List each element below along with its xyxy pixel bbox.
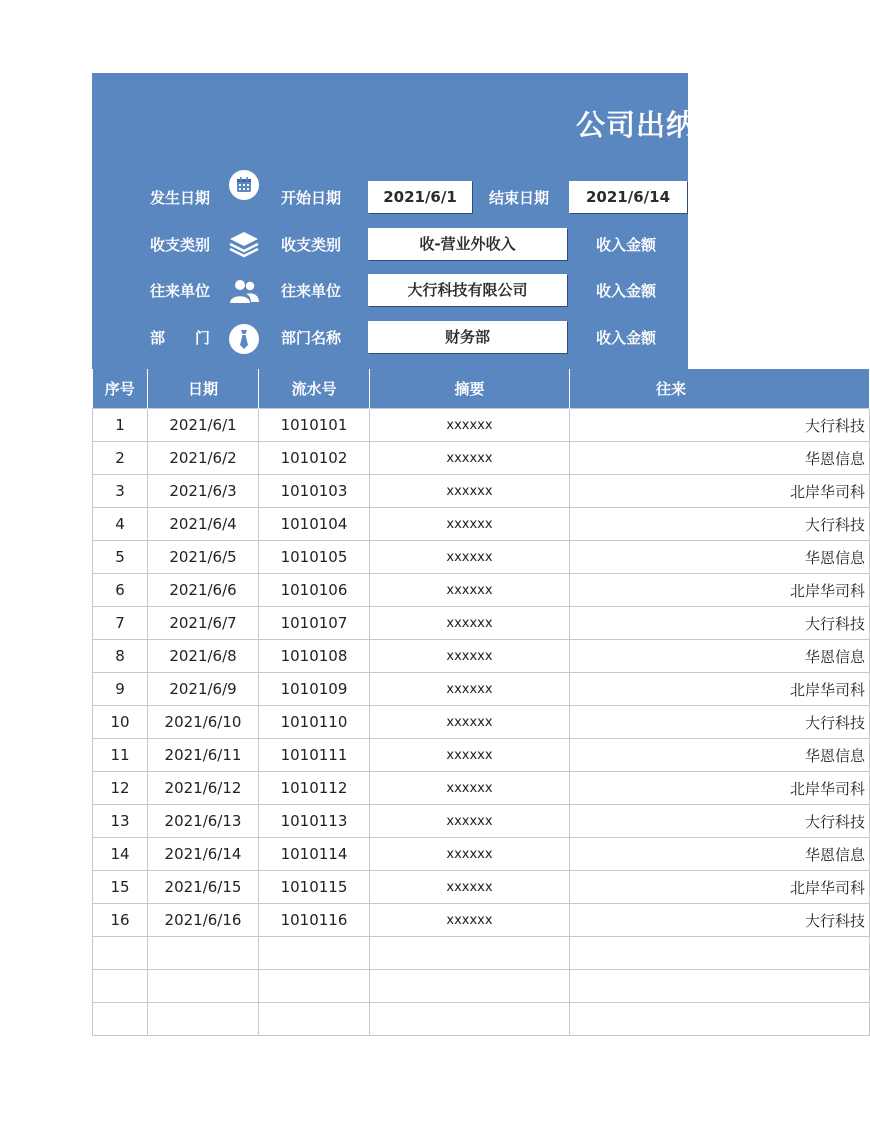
people-icon bbox=[229, 276, 259, 306]
cell-date[interactable]: 2021/6/4 bbox=[148, 508, 259, 541]
cell-serial[interactable]: 1010105 bbox=[259, 541, 370, 574]
cell-partner[interactable]: 华恩信息 bbox=[570, 838, 870, 871]
cell-serial[interactable] bbox=[259, 970, 370, 1003]
cell-serial[interactable]: 1010110 bbox=[259, 706, 370, 739]
cell-index[interactable]: 7 bbox=[93, 607, 148, 640]
cell-serial[interactable] bbox=[259, 1003, 370, 1036]
table-row[interactable] bbox=[93, 904, 870, 937]
cell-summary[interactable]: xxxxxx bbox=[370, 805, 570, 838]
cell-partner[interactable]: 大行科技 bbox=[570, 706, 870, 739]
cell-index[interactable]: 10 bbox=[93, 706, 148, 739]
cell-serial[interactable]: 1010101 bbox=[259, 409, 370, 442]
cell-index[interactable]: 16 bbox=[93, 904, 148, 937]
cell-index[interactable]: 6 bbox=[93, 574, 148, 607]
header-summary: 摘要 bbox=[370, 369, 570, 409]
cell-summary[interactable]: xxxxxx bbox=[370, 640, 570, 673]
cell-date[interactable]: 2021/6/16 bbox=[148, 904, 259, 937]
cell-partner[interactable]: 北岸华司科 bbox=[570, 574, 870, 607]
table-row[interactable] bbox=[93, 574, 870, 607]
occurrence-date-label: 发生日期 bbox=[150, 189, 211, 207]
table-row[interactable] bbox=[93, 475, 870, 508]
cell-partner[interactable]: 北岸华司科 bbox=[570, 673, 870, 706]
cell-index[interactable]: 5 bbox=[93, 541, 148, 574]
cell-summary[interactable]: xxxxxx bbox=[370, 508, 570, 541]
income-amount-label-2: 收入金额 bbox=[596, 282, 657, 300]
table-header-row bbox=[93, 369, 870, 409]
cell-date[interactable]: 2021/6/10 bbox=[148, 706, 259, 739]
cell-partner[interactable]: 华恩信息 bbox=[570, 640, 870, 673]
cell-summary[interactable] bbox=[370, 937, 570, 970]
table-row[interactable] bbox=[93, 607, 870, 640]
calendar-icon bbox=[229, 170, 259, 200]
cell-index[interactable]: 2 bbox=[93, 442, 148, 475]
table-row[interactable] bbox=[93, 640, 870, 673]
cell-date[interactable] bbox=[148, 1003, 259, 1036]
cell-index[interactable]: 9 bbox=[93, 673, 148, 706]
cell-serial[interactable]: 1010104 bbox=[259, 508, 370, 541]
header-partner: 往来 bbox=[570, 369, 870, 409]
cell-partner[interactable]: 大行科技 bbox=[570, 904, 870, 937]
cell-summary[interactable]: xxxxxx bbox=[370, 904, 570, 937]
cell-date[interactable]: 2021/6/7 bbox=[148, 607, 259, 640]
table-row[interactable] bbox=[93, 970, 870, 1003]
cell-summary[interactable]: xxxxxx bbox=[370, 607, 570, 640]
header-panel bbox=[92, 73, 697, 369]
cell-index[interactable]: 4 bbox=[93, 508, 148, 541]
cell-partner[interactable]: 大行科技 bbox=[570, 805, 870, 838]
cell-partner[interactable] bbox=[570, 937, 870, 970]
table-row[interactable] bbox=[93, 739, 870, 772]
cell-summary[interactable]: xxxxxx bbox=[370, 673, 570, 706]
cell-serial[interactable]: 1010115 bbox=[259, 871, 370, 904]
cell-partner[interactable]: 大行科技 bbox=[570, 409, 870, 442]
category-field-label: 收支类别 bbox=[281, 236, 342, 254]
cell-summary[interactable]: xxxxxx bbox=[370, 706, 570, 739]
department-label: 部 门 bbox=[150, 329, 211, 347]
cell-partner[interactable]: 北岸华司科 bbox=[570, 772, 870, 805]
cell-date[interactable] bbox=[148, 970, 259, 1003]
cell-serial[interactable]: 1010112 bbox=[259, 772, 370, 805]
table-body bbox=[93, 409, 870, 1036]
cell-serial[interactable]: 1010103 bbox=[259, 475, 370, 508]
start-date-label: 开始日期 bbox=[281, 189, 342, 207]
table-row[interactable] bbox=[93, 409, 870, 442]
cell-serial[interactable]: 1010116 bbox=[259, 904, 370, 937]
cell-date[interactable]: 2021/6/1 bbox=[148, 409, 259, 442]
income-amount-label-1: 收入金额 bbox=[596, 236, 657, 254]
cell-date[interactable]: 2021/6/3 bbox=[148, 475, 259, 508]
table-row[interactable] bbox=[93, 937, 870, 970]
cell-partner[interactable] bbox=[570, 970, 870, 1003]
table-row[interactable] bbox=[93, 673, 870, 706]
cell-serial[interactable]: 1010109 bbox=[259, 673, 370, 706]
cell-date[interactable] bbox=[148, 937, 259, 970]
cell-date[interactable]: 2021/6/8 bbox=[148, 640, 259, 673]
end-date-field[interactable]: 2021/6/14 bbox=[569, 181, 687, 213]
table-row[interactable] bbox=[93, 805, 870, 838]
partner-field[interactable]: 大行科技有限公司 bbox=[368, 274, 567, 306]
header-serial: 流水号 bbox=[259, 369, 370, 409]
table-row[interactable] bbox=[93, 1003, 870, 1036]
category-field[interactable]: 收-营业外收入 bbox=[368, 228, 567, 260]
table-row[interactable] bbox=[93, 706, 870, 739]
income-amount-label-3: 收入金额 bbox=[596, 329, 657, 347]
cell-index[interactable]: 8 bbox=[93, 640, 148, 673]
cell-index[interactable] bbox=[93, 937, 148, 970]
header-index: 序号 bbox=[93, 369, 148, 409]
department-field[interactable]: 财务部 bbox=[368, 321, 567, 353]
table-row[interactable] bbox=[93, 871, 870, 904]
cell-date[interactable]: 2021/6/12 bbox=[148, 772, 259, 805]
cell-index[interactable] bbox=[93, 970, 148, 1003]
cell-summary[interactable]: xxxxxx bbox=[370, 409, 570, 442]
end-date-label: 结束日期 bbox=[489, 189, 550, 207]
transactions-table bbox=[92, 369, 870, 1036]
start-date-field[interactable]: 2021/6/1 bbox=[368, 181, 472, 213]
cell-partner[interactable]: 北岸华司科 bbox=[570, 475, 870, 508]
cell-summary[interactable]: xxxxxx bbox=[370, 871, 570, 904]
cell-serial[interactable]: 1010108 bbox=[259, 640, 370, 673]
cell-partner[interactable] bbox=[570, 1003, 870, 1036]
cell-summary[interactable]: xxxxxx bbox=[370, 739, 570, 772]
cell-serial[interactable]: 1010107 bbox=[259, 607, 370, 640]
partner-label: 往来单位 bbox=[150, 282, 211, 300]
cell-serial[interactable]: 1010111 bbox=[259, 739, 370, 772]
tie-icon bbox=[229, 324, 259, 354]
cell-summary[interactable]: xxxxxx bbox=[370, 475, 570, 508]
cell-summary[interactable]: xxxxxx bbox=[370, 838, 570, 871]
cell-summary[interactable]: xxxxxx bbox=[370, 442, 570, 475]
cell-date[interactable]: 2021/6/15 bbox=[148, 871, 259, 904]
page-title: 公司出纳 bbox=[576, 108, 697, 142]
cell-index[interactable] bbox=[93, 1003, 148, 1036]
cell-summary[interactable]: xxxxxx bbox=[370, 772, 570, 805]
category-label: 收支类别 bbox=[150, 236, 211, 254]
cell-serial[interactable]: 1010114 bbox=[259, 838, 370, 871]
cell-index[interactable]: 13 bbox=[93, 805, 148, 838]
partner-field-label: 往来单位 bbox=[281, 282, 342, 300]
cell-date[interactable]: 2021/6/6 bbox=[148, 574, 259, 607]
cell-index[interactable]: 11 bbox=[93, 739, 148, 772]
cell-serial[interactable]: 1010102 bbox=[259, 442, 370, 475]
cell-partner[interactable]: 华恩信息 bbox=[570, 442, 870, 475]
cell-summary[interactable]: xxxxxx bbox=[370, 541, 570, 574]
cell-index[interactable]: 12 bbox=[93, 772, 148, 805]
cashier-sheet bbox=[92, 73, 865, 1037]
table-row[interactable] bbox=[93, 838, 870, 871]
cell-index[interactable]: 3 bbox=[93, 475, 148, 508]
cell-date[interactable]: 2021/6/13 bbox=[148, 805, 259, 838]
cell-date[interactable]: 2021/6/5 bbox=[148, 541, 259, 574]
cell-date[interactable]: 2021/6/14 bbox=[148, 838, 259, 871]
cell-date[interactable]: 2021/6/9 bbox=[148, 673, 259, 706]
cell-partner[interactable]: 北岸华司科 bbox=[570, 871, 870, 904]
table-row[interactable] bbox=[93, 508, 870, 541]
cell-index[interactable]: 15 bbox=[93, 871, 148, 904]
table-row[interactable] bbox=[93, 442, 870, 475]
cell-date[interactable]: 2021/6/2 bbox=[148, 442, 259, 475]
cell-summary[interactable] bbox=[370, 970, 570, 1003]
header-date: 日期 bbox=[148, 369, 259, 409]
cell-partner[interactable]: 华恩信息 bbox=[570, 739, 870, 772]
cell-partner[interactable]: 大行科技 bbox=[570, 508, 870, 541]
cell-partner[interactable]: 大行科技 bbox=[570, 607, 870, 640]
cell-index[interactable]: 14 bbox=[93, 838, 148, 871]
cell-index[interactable]: 1 bbox=[93, 409, 148, 442]
cell-serial[interactable]: 1010106 bbox=[259, 574, 370, 607]
cell-serial[interactable]: 1010113 bbox=[259, 805, 370, 838]
table-row[interactable] bbox=[93, 772, 870, 805]
cell-date[interactable]: 2021/6/11 bbox=[148, 739, 259, 772]
cell-summary[interactable] bbox=[370, 1003, 570, 1036]
table-row[interactable] bbox=[93, 541, 870, 574]
cell-serial[interactable] bbox=[259, 937, 370, 970]
cell-summary[interactable]: xxxxxx bbox=[370, 574, 570, 607]
layers-icon bbox=[229, 229, 259, 259]
department-field-label: 部门名称 bbox=[281, 329, 342, 347]
cell-partner[interactable]: 华恩信息 bbox=[570, 541, 870, 574]
